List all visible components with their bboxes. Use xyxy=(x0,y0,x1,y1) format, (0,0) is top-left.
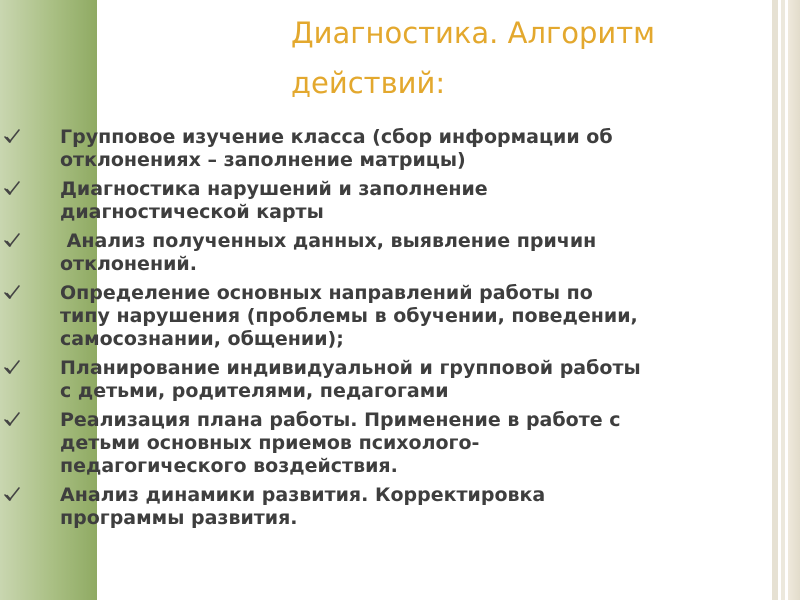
list-item xyxy=(0,178,760,224)
list-item-text xyxy=(60,282,760,351)
slide-title-line: Диагностика. Алгоритм xyxy=(291,16,656,50)
list-item-line: Определение основных направлений работы по xyxy=(60,282,593,304)
list-item-text xyxy=(60,178,760,224)
list-item-line: диагностической карты xyxy=(60,201,324,223)
right-decorative-stripe xyxy=(781,0,785,600)
list-item-line: детьми основных приемов психолого- xyxy=(60,432,480,454)
list-item-text xyxy=(60,484,760,530)
list-item xyxy=(0,484,760,530)
list-item-line: Групповое изучение класса (сбор информации об xyxy=(60,126,613,148)
checkmark-icon xyxy=(3,232,21,250)
list-item-text xyxy=(60,409,760,478)
list-item xyxy=(0,230,760,276)
checkmark-icon xyxy=(3,411,21,429)
list-item-line: Диагностика нарушений и заполнение xyxy=(60,178,488,200)
list-item-line: программы развития. xyxy=(60,507,298,529)
checkmark-icon xyxy=(3,486,21,504)
algorithm-steps-list xyxy=(0,126,760,536)
slide-title xyxy=(291,8,761,108)
list-item-line: Реализация плана работы. Применение в работе с xyxy=(60,409,621,431)
list-item-line: с детьми, родителями, педагогами xyxy=(60,380,449,402)
list-item-line: Планирование индивидуальной и групповой работы xyxy=(60,357,641,379)
list-item xyxy=(0,282,760,351)
list-item-line: самосознании, общении); xyxy=(60,328,344,350)
checkmark-icon xyxy=(3,128,21,146)
list-item-line: отклонениях – заполнение матрицы) xyxy=(60,149,466,171)
list-item-line: Анализ полученных данных, выявление причин xyxy=(60,230,597,252)
right-decorative-stripe xyxy=(788,0,800,600)
list-item-line: типу нарушения (проблемы в обучении, поведении, xyxy=(60,305,638,327)
list-item xyxy=(0,126,760,172)
checkmark-icon xyxy=(3,359,21,377)
list-item-text xyxy=(60,126,760,172)
list-item-line: педагогического воздействия. xyxy=(60,455,398,477)
right-decorative-stripe xyxy=(772,0,778,600)
checkmark-icon xyxy=(3,180,21,198)
list-item-text xyxy=(60,357,760,403)
list-item xyxy=(0,409,760,478)
list-item-text xyxy=(60,230,760,276)
checkmark-icon xyxy=(3,284,21,302)
list-item-line: отклонений. xyxy=(60,253,197,275)
list-item-line: Анализ динамики развития. Корректировка xyxy=(60,484,546,506)
slide-title-line: действий: xyxy=(291,66,446,100)
list-item xyxy=(0,357,760,403)
